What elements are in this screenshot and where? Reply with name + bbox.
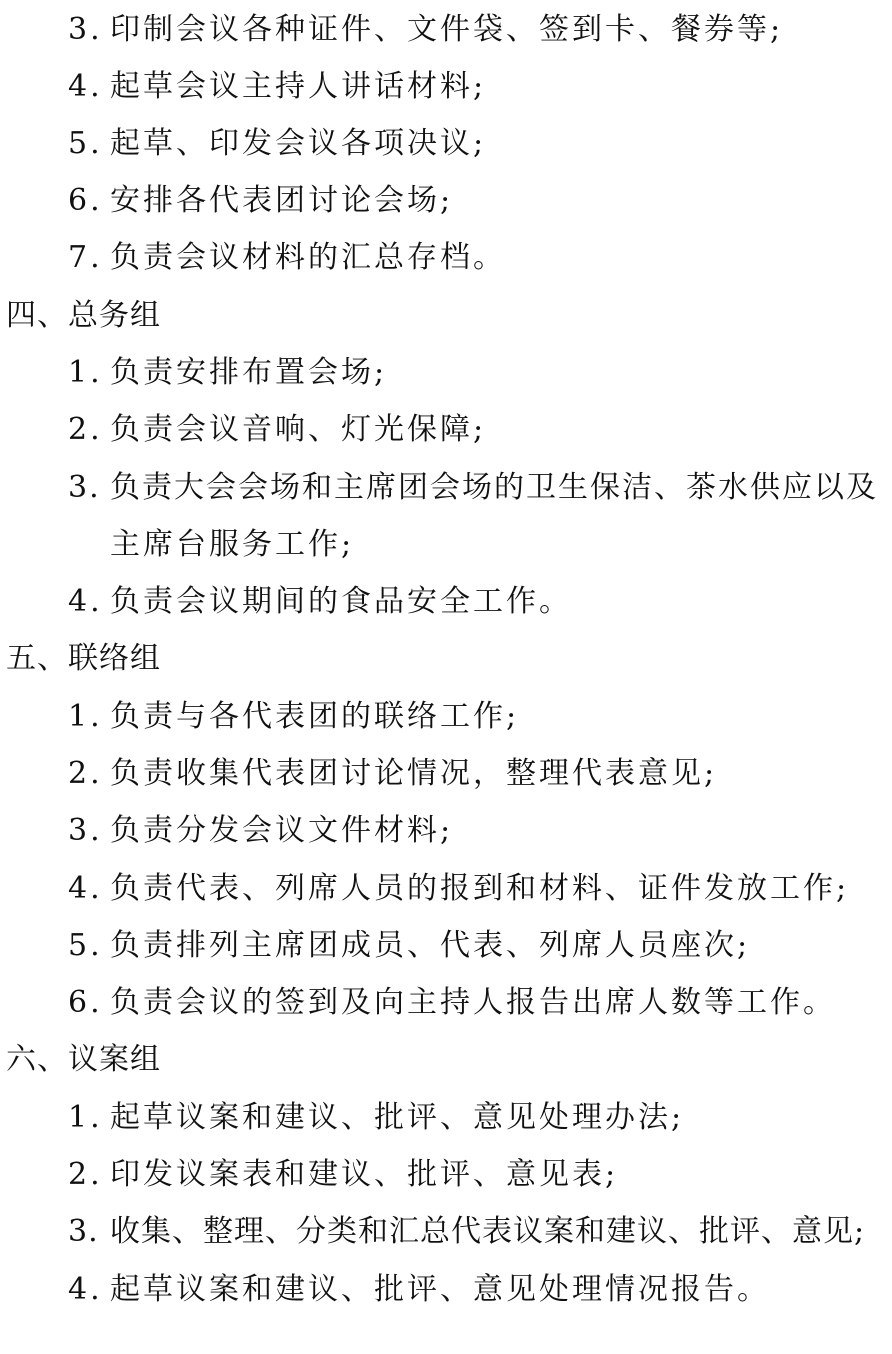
item-number: 4. — [68, 1272, 103, 1307]
list-item — [0, 926, 750, 966]
item-number: 3. — [68, 470, 101, 505]
item-number: 3. — [68, 12, 103, 47]
list-item — [0, 353, 387, 393]
item-number: 3. — [68, 1214, 99, 1249]
item-number: 1. — [68, 699, 103, 734]
item-number: 7. — [68, 240, 103, 275]
item-text: 起草议案和建议、批评、意见处理办法; — [110, 1100, 685, 1135]
item-text: 印制会议各种证件、文件袋、签到卡、餐券等; — [110, 12, 784, 47]
list-item-continuation: 主席台服务工作; — [110, 527, 355, 562]
list-item — [0, 124, 486, 164]
item-text: 负责安排布置会场; — [110, 355, 388, 390]
item-number: 2. — [68, 756, 103, 791]
item-number: 2. — [68, 1157, 103, 1192]
item-text: 起草会议主持人讲话材料; — [110, 69, 487, 104]
section-heading: 五、联络组 — [6, 641, 161, 676]
list-item — [0, 468, 878, 508]
item-text: 负责会议音响、灯光保障; — [110, 412, 487, 447]
item-number: 4. — [68, 69, 103, 104]
item-number: 5. — [68, 126, 103, 161]
item-text: 负责排列主席团成员、代表、列席人员座次; — [110, 928, 751, 963]
item-text: 负责会议期间的食品安全工作。 — [110, 584, 572, 619]
item-number: 4. — [68, 871, 103, 906]
item-text: 印发议案表和建议、批评、意见表; — [110, 1157, 619, 1192]
list-item — [0, 697, 519, 737]
list-item — [0, 811, 453, 851]
item-text: 起草议案和建议、批评、意见处理情况报告。 — [110, 1272, 770, 1307]
item-text: 起草、印发会议各项决议; — [110, 126, 487, 161]
item-text: 安排各代表团讨论会场; — [110, 183, 454, 218]
list-item — [0, 67, 486, 107]
list-item — [0, 1155, 618, 1195]
list-item — [0, 1098, 684, 1138]
item-text: 负责与各代表团的联络工作; — [110, 699, 520, 734]
item-text: 负责收集代表团讨论情况，整理代表意见; — [110, 756, 718, 791]
list-item — [0, 754, 717, 794]
item-number: 1. — [68, 355, 103, 390]
list-item — [0, 181, 453, 221]
item-text: 负责分发会议文件材料; — [110, 813, 454, 848]
item-number: 3. — [68, 813, 103, 848]
list-item — [0, 10, 783, 50]
item-number: 6. — [68, 183, 103, 218]
item-number: 4. — [68, 584, 103, 619]
item-text: 负责会议材料的汇总存档。 — [110, 240, 506, 275]
item-text: 负责大会会场和主席团会场的卫生保洁、茶水供应以及 — [110, 470, 878, 505]
list-item — [0, 410, 486, 450]
list-item — [0, 582, 572, 622]
item-text: 负责会议的签到及向主持人报告出席人数等工作。 — [110, 985, 836, 1020]
list-item — [0, 869, 849, 909]
section-heading: 四、总务组 — [6, 298, 161, 333]
list-item — [0, 1212, 865, 1252]
item-number: 6. — [68, 985, 103, 1020]
list-item — [0, 1270, 770, 1310]
list-item — [0, 983, 836, 1023]
item-text: 收集、整理、分类和汇总代表议案和建议、批评、意见; — [110, 1214, 866, 1249]
section-heading: 六、议案组 — [6, 1042, 161, 1077]
item-number: 5. — [68, 928, 103, 963]
item-text: 负责代表、列席人员的报到和材料、证件发放工作; — [110, 871, 850, 906]
item-number: 2. — [68, 412, 103, 447]
item-number: 1. — [68, 1100, 103, 1135]
list-item — [0, 238, 506, 278]
